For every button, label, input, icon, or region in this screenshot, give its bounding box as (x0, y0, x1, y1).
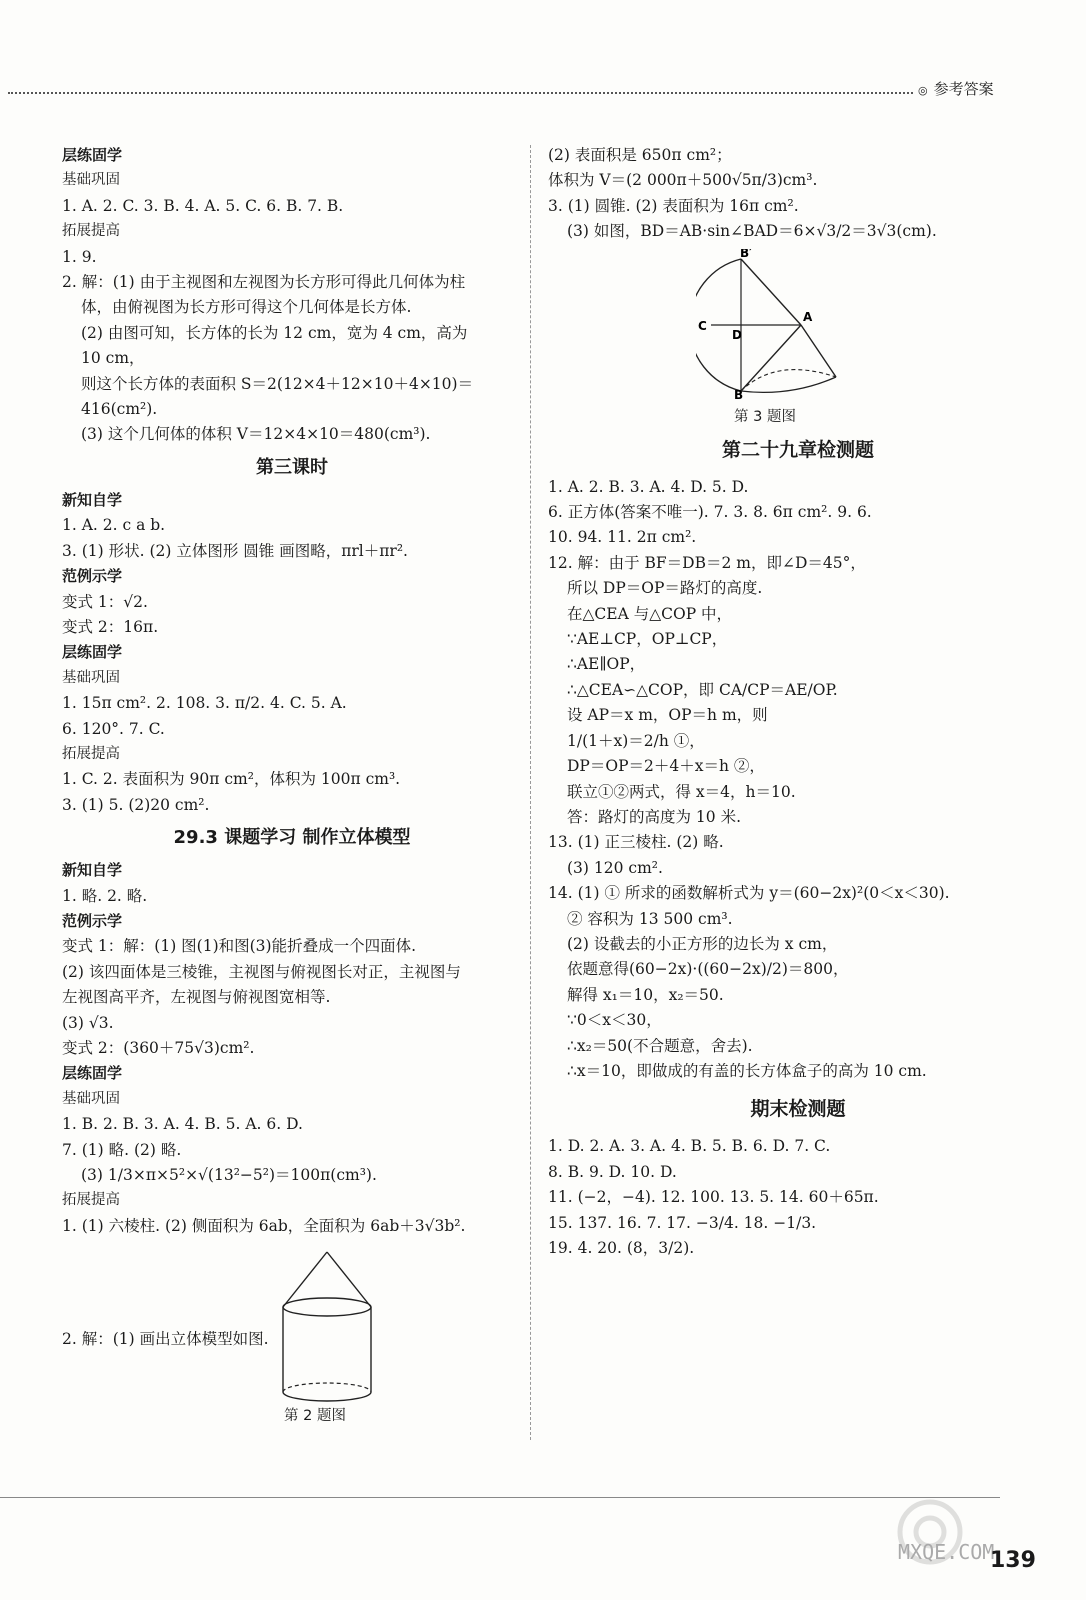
text-line: 15. 137. 16. 7. 17. −3/4. 18. −1/3. (548, 1213, 817, 1232)
text-line: 19. 4. 20. (8，3/2). (548, 1239, 695, 1257)
text-line: 变式 1：√2. (62, 592, 148, 611)
text-line: 10 cm， (81, 349, 145, 368)
text-line: 范例示学 (62, 911, 123, 930)
text-line: 所以 DP＝OP＝路灯的高度. (567, 579, 763, 598)
label-b: B (734, 387, 744, 399)
section-title: 29.3 课题学习 制作立体模型 (173, 827, 411, 849)
text-line: 拓展提高 (62, 1192, 120, 1209)
left-column (62, 143, 522, 1425)
text-line: 1. A. 2. B. 3. A. 4. D. 5. D. (548, 477, 749, 496)
text-line: 6. 120°. 7. C. (62, 719, 165, 738)
text-line: 体，由俯视图为长方形可得这个几何体是长方体. (81, 298, 412, 317)
text-line: 体积为 V＝(2 000π＋500√5π/3)cm³. (548, 171, 818, 190)
text-line: 解得 x₁＝10，x₂＝50. (567, 985, 724, 1004)
text-line: 答：路灯的高度为 10 米. (567, 807, 742, 826)
cone-semicircle-figure (696, 249, 846, 399)
right-top-lines (548, 143, 1048, 245)
text-line: 416(cm²). (81, 400, 158, 419)
text-line: 3. (1) 形状. (2) 立体图形 圆锥 画图略，πrl＋πr². (62, 541, 408, 560)
text-line: 1. 略. 2. 略. (62, 886, 148, 905)
bullet-icon: ◎ (918, 84, 928, 97)
text-line: ∴x＝10，即做成的有盖的长方体盒子的高为 10 cm. (567, 1061, 927, 1080)
text-line: 2. 解：(1) 由于主视图和左视图为长方形可得此几何体为柱 (62, 273, 466, 292)
text-line: 在△CEA 与△COP 中， (567, 604, 733, 623)
text-line: 12. 解：由于 BF＝DB＝2 m，即∠D＝45°， (548, 553, 866, 572)
text-line: ∴AE∥OP， (567, 655, 646, 674)
column-divider (530, 145, 531, 1440)
text-line: (3) 如图，BD＝AB·sin∠BAD＝6×√3/2＝3√3(cm). (567, 222, 937, 241)
text-line: 新知自学 (62, 861, 123, 880)
cylinder-cone-figure (277, 1247, 377, 1407)
text-line: 左视图高平齐，左视图与俯视图宽相等. (62, 988, 331, 1007)
fig2-caption: 第 2 题图 (284, 1408, 346, 1425)
text-line: 新知自学 (62, 490, 123, 509)
text-line: 3. (1) 圆锥. (2) 表面积为 16π cm². (548, 196, 799, 215)
text-line: 1. A. 2. C. 3. B. 4. A. 5. C. 6. B. 7. B. (62, 196, 344, 215)
page-number: 139 (990, 1548, 1036, 1573)
text-line: 11. (−2，−4). 12. 100. 13. 5. 14. 60＋65π. (548, 1188, 879, 1207)
text-line: 1. 9. (62, 247, 97, 266)
text-line: 3. (1) 5. (2)20 cm². (62, 795, 210, 814)
text-line: 层练固学 (62, 643, 123, 662)
text-line: 设 AP＝x m，OP＝h m，则 (567, 706, 768, 725)
text-line: 基础巩固 (62, 669, 120, 686)
left-lines (62, 143, 522, 1239)
text-line: (2) 表面积是 650π cm²； (548, 146, 732, 164)
text-line: 联立①②两式，得 x＝4，h＝10. (567, 782, 796, 801)
text-line: 1/(1＋x)＝2/h ①， (567, 731, 705, 750)
text-line: 1. 15π cm². 2. 108. 3. π/2. 4. C. 5. A. (62, 694, 347, 713)
label-d: D (732, 327, 742, 342)
text-line: (2) 由图可知，长方体的长为 12 cm，宽为 4 cm，高为 (81, 323, 468, 342)
section-title: 期末检测题 (750, 1098, 846, 1121)
text-line: 依题意得(60−2x)·((60−2x)/2)＝800， (567, 960, 849, 979)
text-line: 1. A. 2. c a b. (62, 516, 166, 535)
text-line: ∵0＜x＜30， (567, 1011, 662, 1030)
text-line: 1. C. 2. 表面积为 90π cm²，体积为 100π cm³. (62, 770, 401, 789)
fig3-block (548, 245, 1048, 425)
text-line: DP＝OP＝2＋4＋x＝h ②， (567, 757, 765, 776)
label-c: C (698, 318, 707, 333)
text-line: 变式 2：16π. (62, 617, 159, 636)
text-line: 10. 94. 11. 2π cm². (548, 528, 697, 547)
text-line: ∵AE⊥CP，OP⊥CP， (567, 630, 728, 649)
section-title: 第二十九章检测题 (721, 438, 874, 461)
text-line: ∴△CEA∽△COP，即 CA/CP＝AE/OP. (567, 680, 838, 699)
text-line: 层练固学 (62, 146, 123, 164)
right-bottom-lines (548, 425, 1048, 1262)
text-line: 8. B. 9. D. 10. D. (548, 1162, 677, 1181)
text-line: 1. B. 2. B. 3. A. 4. B. 5. A. 6. D. (62, 1115, 303, 1134)
text-line: ∴x₂＝50(不合题意，舍去). (567, 1036, 753, 1055)
header-title: ◎ 参考答案 (918, 80, 994, 98)
text-line: 1. (1) 六棱柱. (2) 侧面积为 6ab，全面积为 6ab＋3√3b². (62, 1216, 466, 1235)
q2-block (62, 1239, 522, 1425)
text-line: 层练固学 (62, 1064, 123, 1083)
text-line: 基础巩固 (62, 172, 120, 189)
watermark-text: MXQE.COM (898, 1540, 995, 1564)
q2-text: 2. 解：(1) 画出立体模型如图. (62, 1330, 269, 1349)
fig3-caption: 第 3 题图 (734, 408, 796, 425)
text-line: (2) 该四面体是三棱锥，主视图与俯视图长对正，主视图与 (62, 962, 461, 981)
text-line: 则这个长方体的表面积 S＝2(12×4＋12×10＋4×10)＝ (81, 374, 474, 393)
text-line: 拓展提高 (62, 745, 120, 762)
text-line: 1. D. 2. A. 3. A. 4. B. 5. B. 6. D. 7. C. (548, 1137, 831, 1156)
text-line: (3) 1/3×π×5²×√(13²−5²)＝100π(cm³). (81, 1166, 377, 1185)
footer-rule (0, 1497, 1000, 1498)
text-line: (2) 设截去的小正方形的边长为 x cm， (567, 934, 838, 953)
text-line: ② 容积为 13 500 cm³. (567, 909, 733, 928)
text-line: 范例示学 (62, 567, 123, 586)
text-line: (3) 120 cm². (567, 858, 663, 877)
text-line: 变式 1：解：(1) 图(1)和图(3)能折叠成一个四面体. (62, 937, 417, 956)
text-line: 14. (1) ① 所求的函数解析式为 y＝(60−2x)²(0＜x＜30). (548, 884, 950, 903)
right-column (548, 143, 1048, 1261)
text-line: 变式 2：(360＋75√3)cm². (62, 1039, 255, 1057)
text-line: 基础巩固 (62, 1090, 120, 1107)
text-line: 6. 正方体(答案不唯一). 7. 3. 8. 6π cm². 9. 6. (548, 503, 872, 522)
text-line: (3) √3. (62, 1013, 114, 1032)
section-title: 第三课时 (256, 456, 328, 478)
header-rule (8, 92, 913, 94)
text-line: 7. (1) 略. (2) 略. (62, 1140, 182, 1159)
label-a: A (803, 309, 813, 324)
label-bprime: B′ (740, 248, 753, 260)
text-line: 拓展提高 (62, 223, 120, 240)
text-line: 13. (1) 正三棱柱. (2) 略. (548, 833, 724, 852)
text-line: (3) 这个几何体的体积 V＝12×4×10＝480(cm³). (81, 425, 431, 444)
